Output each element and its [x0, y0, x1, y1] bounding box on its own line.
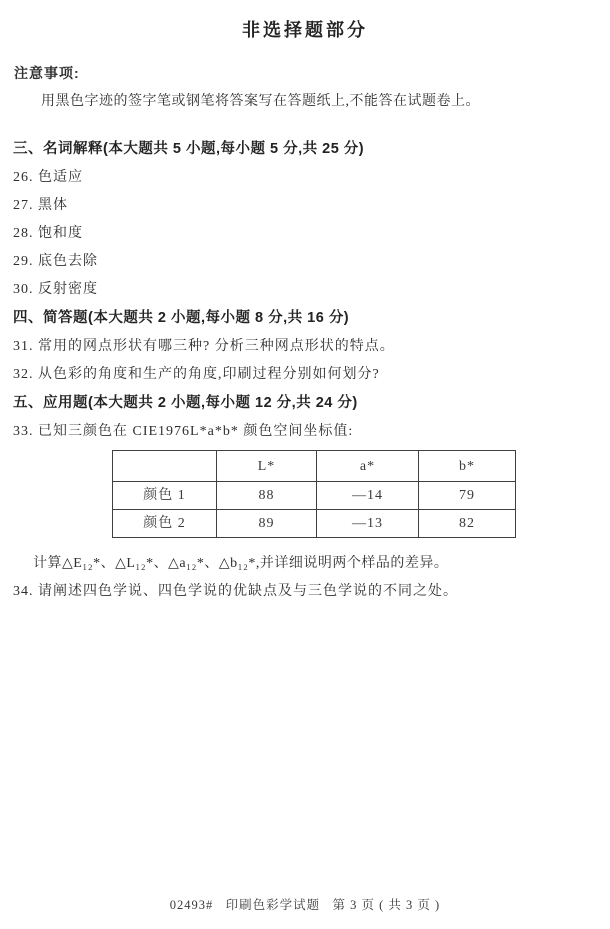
question-29: 29. 底色去除 — [13, 254, 98, 269]
question-33-calculation-text: 计算△E₁₂*、△L₁₂*、△a₁₂*、△b₁₂*,并详细说明两个样品的差异。 — [33, 556, 449, 571]
table-header-row — [113, 451, 516, 482]
color2-lstar: 89 — [217, 510, 317, 538]
table-header-lstar: L* — [217, 451, 317, 482]
section-short-answer-heading: 四、简答题(本大题共 2 小题,每小题 8 分,共 16 分) — [13, 310, 350, 326]
color1-astar: —14 — [317, 482, 419, 510]
color1-bstar: 79 — [419, 482, 516, 510]
page-footer: 02493# 印刷色彩学试题 第 3 页 ( 共 3 页 ) — [169, 898, 441, 912]
section-terms-heading: 三、名词解释(本大题共 5 小题,每小题 5 分,共 25 分) — [13, 141, 365, 157]
question-31: 31. 常用的网点形状有哪三种? 分析三种网点形状的特点。 — [13, 339, 395, 354]
notice-text: 用黑色字迹的签字笔或钢笔将答案写在答题纸上,不能答在试题卷上。 — [41, 94, 480, 109]
table-row-color2 — [113, 510, 516, 538]
color1-label: 颜色 1 — [113, 482, 217, 510]
table-header-empty — [113, 451, 217, 482]
question-28: 28. 饱和度 — [13, 226, 83, 241]
question-33: 33. 已知三颜色在 CIE1976L*a*b* 颜色空间坐标值: — [13, 424, 354, 439]
table-row-color1 — [113, 482, 516, 510]
table-header-astar: a* — [317, 451, 419, 482]
section-application-heading: 五、应用题(本大题共 2 小题,每小题 12 分,共 24 分) — [13, 395, 358, 411]
question-27: 27. 黑体 — [13, 198, 68, 213]
question-26: 26. 色适应 — [13, 170, 83, 185]
table-header-bstar: b* — [419, 451, 516, 482]
lab-color-table — [112, 450, 516, 538]
question-34: 34. 请阐述四色学说、四色学说的优缺点及与三色学说的不同之处。 — [13, 584, 458, 599]
color2-bstar: 82 — [419, 510, 516, 538]
question-30: 30. 反射密度 — [13, 282, 98, 297]
color2-astar: —13 — [317, 510, 419, 538]
color1-lstar: 88 — [217, 482, 317, 510]
page-title: 非选择题部分 — [242, 20, 368, 40]
question-32: 32. 从色彩的角度和生产的角度,印刷过程分别如何划分? — [13, 367, 380, 382]
color2-label: 颜色 2 — [113, 510, 217, 538]
notice-heading: 注意事项: — [14, 65, 80, 81]
